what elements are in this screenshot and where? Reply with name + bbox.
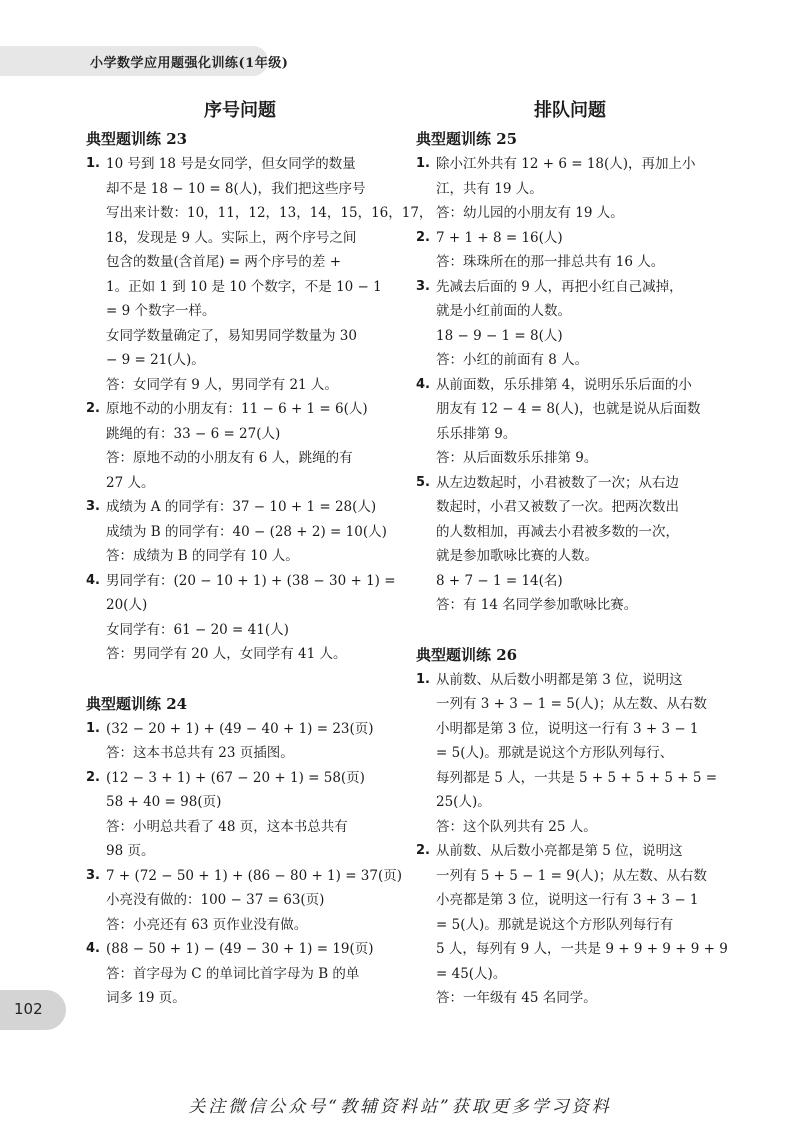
problem-item	[416, 152, 724, 226]
problem-item	[416, 275, 724, 373]
solution-line: (12 − 3 + 1) + (67 − 20 + 1) = 58(页)	[106, 769, 365, 786]
solution-line: 小亮没有做的：100 − 37 = 63(页)	[106, 892, 325, 908]
section-title-sequence-problems: 序号问题	[204, 100, 276, 121]
solution-line: 乐乐排第 9。	[436, 425, 517, 442]
problem-number: 4.	[86, 941, 100, 956]
problem-number: 3.	[86, 499, 100, 514]
solution-line: 女同学数量确定了，易知男同学数量为 30	[106, 327, 357, 344]
training-title: 典型题训练 23	[86, 130, 188, 148]
solution-line: 27 人。	[106, 474, 155, 491]
solution-line: 7 + (72 − 50 + 1) + (86 − 80 + 1) = 37(页)	[106, 867, 403, 884]
solution-line: 5 人，每列有 9 人，一共是 9 + 9 + 9 + 9 + 9	[436, 941, 728, 957]
solution-line: 1。正如 1 到 10 是 10 个数字，不是 10 − 1	[106, 278, 382, 295]
problem-item	[86, 397, 394, 495]
answer-line: 答：这本书总共有 23 页插图。	[106, 745, 294, 761]
problem-item	[86, 717, 394, 766]
solution-line: 98 页。	[106, 843, 155, 859]
book-title: 小学数学应用题强化训练(1年级)	[90, 56, 289, 71]
problem-number: 2.	[86, 769, 100, 785]
problem-item	[86, 937, 394, 1011]
problem-item	[416, 839, 728, 1011]
problem-number: 5.	[416, 474, 430, 490]
problem-item	[86, 152, 433, 397]
solution-line: − 9 = 21(人)。	[106, 352, 205, 368]
solution-line: 写出来计数：10，11，12，13，14，15，16，17，	[106, 205, 433, 221]
problem-item	[86, 495, 394, 569]
solution-line: 小亮都是第 3 位，说明这一行有 3 + 3 − 1	[436, 892, 699, 908]
problem-item	[416, 471, 724, 618]
solution-line: 的人数相加，再减去小君被多数的一次，	[436, 523, 679, 540]
problem-number: 1.	[86, 156, 100, 171]
solution-line: 原地不动的小朋友有：11 − 6 + 1 = 6(人)	[106, 401, 368, 417]
answer-line: 答：小明总共看了 48 页，这本书总共有	[106, 818, 348, 835]
solution-line: 词多 19 页。	[106, 990, 186, 1006]
solution-line: (32 − 20 + 1) + (49 − 40 + 1) = 23(页)	[106, 720, 374, 737]
problem-item	[86, 864, 403, 938]
page-number: 102	[14, 1000, 43, 1018]
solution-line: 8 + 7 − 1 = 14(名)	[436, 572, 563, 589]
solution-line: 包含的数量(含首尾) = 两个序号的差 +	[106, 254, 342, 270]
answer-line: 答：一年级有 45 名同学。	[436, 990, 597, 1006]
solution-line: 从前数、从后数小亮都是第 5 位，说明这	[436, 843, 683, 859]
solution-line: 除小江外共有 12 + 6 = 18(人)，再加上小	[436, 156, 696, 172]
problem-number: 3.	[86, 867, 100, 883]
solution-line: 一列有 3 + 3 − 1 = 5(人)；从左数、从右数	[436, 696, 707, 712]
answer-line: 答：有 14 名同学参加歌咏比赛。	[436, 597, 638, 613]
solution-line: 从前面数，乐乐排第 4，说明乐乐后面的小	[436, 376, 692, 393]
section-gap	[416, 618, 724, 642]
left-column	[86, 96, 433, 1011]
solution-line: = 45(人)。	[436, 965, 507, 982]
solution-line: (88 − 50 + 1) − (49 − 30 + 1) = 19(页)	[106, 941, 374, 957]
solution-line: = 5(人)。那就是说这个方形队列每行、	[436, 745, 674, 761]
solution-line: 跳绳的有：33 − 6 = 27(人)	[106, 425, 281, 442]
solution-line: 却不是 18 − 10 = 8(人)，我们把这些序号	[106, 180, 366, 197]
problem-number: 4.	[86, 572, 100, 588]
solution-line: 成绩为 A 的同学有：37 − 10 + 1 = 28(人)	[106, 499, 377, 515]
problem-number: 2.	[416, 229, 430, 245]
answer-line: 答：珠珠所在的那一排总共有 16 人。	[436, 254, 665, 270]
problem-number: 2.	[86, 401, 100, 416]
solution-line: 20(人)	[106, 597, 148, 613]
solution-line: 18，发现是 9 人。实际上，两个序号之间	[106, 229, 357, 246]
solution-line: 一列有 5 + 5 − 1 = 9(人)；从左数、从右数	[436, 867, 707, 884]
problem-number: 3.	[416, 278, 430, 294]
training-title: 典型题训练 25	[416, 130, 518, 148]
training-title: 典型题训练 26	[416, 645, 518, 664]
answer-line: 答：小红的前面有 8 人。	[436, 352, 589, 368]
section-gap	[86, 667, 394, 691]
solution-line: 58 + 40 = 98(页)	[106, 794, 222, 810]
problem-item	[86, 766, 394, 864]
solution-line: 每列都是 5 人，一共是 5 + 5 + 5 + 5 + 5 =	[436, 769, 718, 786]
answer-line: 答：幼儿园的小朋友有 19 人。	[436, 205, 624, 221]
solution-line: 10 号到 18 号是女同学，但女同学的数量	[106, 156, 356, 172]
section-title-queue-problems: 排队问题	[534, 100, 606, 121]
solution-line: 从前数、从后数小明都是第 3 位，说明这	[436, 671, 683, 688]
solution-line: 小明都是第 3 位，说明这一行有 3 + 3 − 1	[436, 720, 699, 737]
footer-promo: 关注微信公众号“教辅资料站”获取更多学习资料	[188, 1097, 612, 1117]
problem-item	[416, 668, 724, 840]
answer-line: 答：小亮还有 63 页作业没有做。	[106, 916, 308, 933]
answer-line: 答：这个队列共有 25 人。	[436, 818, 597, 835]
solution-line: 男同学有：(20 − 10 + 1) + (38 − 30 + 1) =	[106, 572, 396, 589]
answer-line: 答：首字母为 C 的单词比首字母为 B 的单	[106, 965, 360, 982]
solution-line: 就是小红前面的人数。	[436, 303, 571, 319]
answer-line: 答：女同学有 9 人，男同学有 21 人。	[106, 376, 338, 393]
answer-line: 答：成绩为 B 的同学有 10 人。	[106, 548, 299, 564]
solution-line: = 9 个数字一样。	[106, 303, 216, 319]
solution-line: 25(人)。	[436, 794, 491, 810]
solution-line: 先减去后面的 9 人，再把小红自己减掉，	[436, 278, 683, 295]
problem-item	[86, 569, 394, 667]
answer-line: 答：原地不动的小朋友有 6 人，跳绳的有	[106, 450, 353, 466]
problem-number: 1.	[416, 156, 430, 171]
solution-line: 江，共有 19 人。	[436, 180, 543, 197]
solution-line: 就是参加歌咏比赛的人数。	[436, 548, 598, 564]
solution-line: = 5(人)。那就是说这个方形队列每行有	[436, 916, 674, 933]
problem-number: 4.	[416, 376, 430, 392]
answer-line: 答：男同学有 20 人，女同学有 41 人。	[106, 646, 347, 662]
solution-line: 女同学有：61 − 20 = 41(人)	[106, 621, 289, 638]
problem-number: 1.	[416, 671, 430, 687]
solution-line: 数起时，小君又被数了一次。把两次数出	[436, 499, 679, 515]
right-column	[416, 96, 728, 1011]
problem-number: 2.	[416, 843, 430, 858]
training-title: 典型题训练 24	[86, 694, 188, 713]
problem-number: 1.	[86, 720, 100, 736]
solution-line: 成绩为 B 的同学有：40 − (28 + 2) = 10(人)	[106, 523, 387, 540]
problem-item	[416, 226, 724, 275]
solution-line: 朋友有 12 − 4 = 8(人)，也就是说从后面数	[436, 401, 701, 417]
answer-line: 答：从后面数乐乐排第 9。	[436, 450, 598, 466]
solution-line: 7 + 1 + 8 = 16(人)	[436, 229, 563, 246]
solution-line: 从左边数起时，小君被数了一次；从右边	[436, 474, 679, 491]
solution-line: 18 − 9 − 1 = 8(人)	[436, 327, 563, 344]
problem-item	[416, 373, 724, 471]
